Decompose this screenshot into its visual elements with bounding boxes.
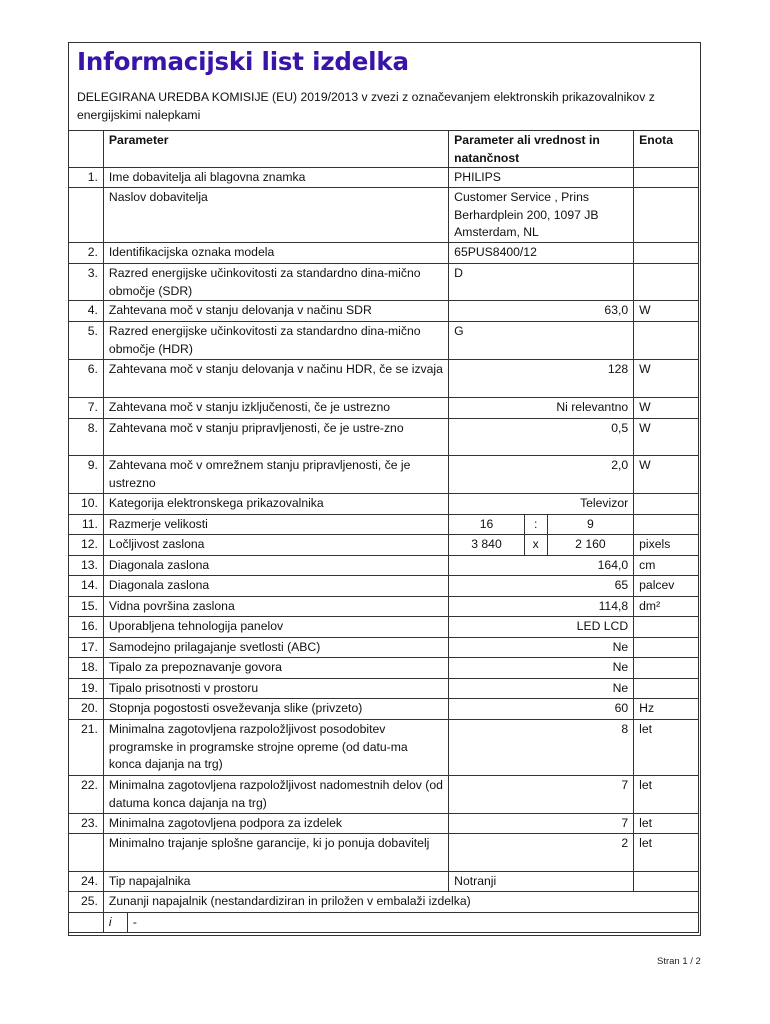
row-value: 63,0 xyxy=(449,301,634,322)
row-number: 15. xyxy=(69,597,104,617)
row-unit xyxy=(634,658,699,679)
table-row xyxy=(69,576,699,597)
row-unit: W xyxy=(634,419,699,456)
header-parameter: Parameter xyxy=(103,131,448,168)
row-unit: W xyxy=(634,360,699,398)
resolution-height: 2 160 xyxy=(547,535,634,556)
row-parameter: Tip napajalnika xyxy=(103,872,448,892)
row-parameter: Razred energijske učinkovitosti za standardno dina-mično območje (SDR) xyxy=(103,264,448,301)
table-row xyxy=(69,535,699,556)
table-row xyxy=(69,419,699,456)
row-parameter: Zahtevana moč v stanju delovanja v načinu SDR xyxy=(103,301,448,322)
row-value: 128 xyxy=(449,360,634,398)
table-row xyxy=(69,556,699,576)
table-row xyxy=(69,188,699,243)
row-number: 17. xyxy=(69,638,104,658)
row-unit xyxy=(634,322,699,360)
row-parameter: Naslov dobavitelja xyxy=(103,188,448,243)
table-row xyxy=(69,892,699,913)
table-row xyxy=(69,456,699,494)
table-row xyxy=(69,168,699,188)
row-parameter: Tipalo prisotnosti v prostoru xyxy=(103,679,448,699)
page-number: Stran 1 / 2 xyxy=(657,956,701,967)
table-row xyxy=(69,515,699,535)
parameter-table xyxy=(68,130,699,933)
row-number xyxy=(69,913,104,933)
row-parameter: Zahtevana moč v stanju izključenosti, če je ustrezno xyxy=(103,398,448,419)
row-parameter: Samodejno prilagajanje svetlosti (ABC) xyxy=(103,638,448,658)
row-unit xyxy=(634,679,699,699)
table-row xyxy=(69,597,699,617)
row-unit: W xyxy=(634,456,699,494)
row-unit: let xyxy=(634,776,699,814)
table-row xyxy=(69,699,699,720)
aspect-ratio-separator: : xyxy=(524,515,547,535)
table-row xyxy=(69,658,699,679)
table-row xyxy=(69,243,699,264)
row-parameter: Zunanji napajalnik (nestandardiziran in priložen v embalaži izdelka) xyxy=(103,892,698,913)
row-value: 114,8 xyxy=(449,597,634,617)
row-unit xyxy=(634,264,699,301)
table-row xyxy=(69,322,699,360)
row-parameter: Zahtevana moč v stanju pripravljenosti, če je ustre-zno xyxy=(103,419,448,456)
row-number: 5. xyxy=(69,322,104,360)
row-unit xyxy=(634,243,699,264)
row-parameter: Razred energijske učinkovitosti za standardno dina-mično območje (HDR) xyxy=(103,322,448,360)
row-unit: W xyxy=(634,398,699,419)
row-value: Ne xyxy=(449,679,634,699)
row-value: Notranji xyxy=(449,872,634,892)
row-value: PHILIPS xyxy=(449,168,634,188)
table-row xyxy=(69,301,699,322)
table-row xyxy=(69,360,699,398)
row-unit xyxy=(634,188,699,243)
row-value: 7 xyxy=(449,814,634,834)
row-value: 2 xyxy=(449,834,634,872)
header-number-cell xyxy=(69,131,104,168)
table-row xyxy=(69,834,699,872)
row-parameter: Ločljivost zaslona xyxy=(103,535,448,556)
row-value: 8 xyxy=(449,720,634,776)
row-value: Televizor xyxy=(449,494,634,515)
row-number: 25. xyxy=(69,892,104,913)
row-number: 1. xyxy=(69,168,104,188)
row-value: Ne xyxy=(449,658,634,679)
row-number: 18. xyxy=(69,658,104,679)
row-value: G xyxy=(449,322,634,360)
row-number: 12. xyxy=(69,535,104,556)
row-parameter: Stopnja pogostosti osveževanja slike (privzeto) xyxy=(103,699,448,720)
row-parameter: Diagonala zaslona xyxy=(103,576,448,597)
row-parameter: Zahtevana moč v stanju delovanja v načinu HDR, če se izvaja xyxy=(103,360,448,398)
row-unit: let xyxy=(634,814,699,834)
row-unit xyxy=(634,638,699,658)
row-parameter: Tipalo za prepoznavanje govora xyxy=(103,658,448,679)
row-value: 60 xyxy=(449,699,634,720)
row-parameter: Zahtevana moč v omrežnem stanju pripravljenosti, če je ustrezno xyxy=(103,456,448,494)
row-value: 164,0 xyxy=(449,556,634,576)
row-unit xyxy=(634,617,699,638)
row-number: 14. xyxy=(69,576,104,597)
table-header-row xyxy=(69,131,699,168)
table-row xyxy=(69,398,699,419)
row-parameter: Uporabljena tehnologija panelov xyxy=(103,617,448,638)
row-number: 19. xyxy=(69,679,104,699)
row-unit xyxy=(634,872,699,892)
row-unit xyxy=(634,515,699,535)
table-row xyxy=(69,776,699,814)
row-unit: pixels xyxy=(634,535,699,556)
row-unit: let xyxy=(634,720,699,776)
aspect-ratio-width: 16 xyxy=(449,515,525,535)
row-value: D xyxy=(449,264,634,301)
table-row xyxy=(69,638,699,658)
aspect-ratio-height: 9 xyxy=(547,515,634,535)
product-information-sheet xyxy=(68,42,701,936)
row-parameter: Minimalna zagotovljena podpora za izdelek xyxy=(103,814,448,834)
row-number: 10. xyxy=(69,494,104,515)
row-parameter: Kategorija elektronskega prikazovalnika xyxy=(103,494,448,515)
table-row xyxy=(69,617,699,638)
resolution-separator: x xyxy=(524,535,547,556)
row-value: 65 xyxy=(449,576,634,597)
row-unit xyxy=(634,168,699,188)
document-title: Informacijski list izdelka xyxy=(77,47,409,76)
row-unit: Hz xyxy=(634,699,699,720)
row-number xyxy=(69,188,104,243)
row-parameter: Minimalna zagotovljena razpoložljivost nadomestnih delov (od datuma konca dajanja na trg) xyxy=(103,776,448,814)
row-number xyxy=(69,834,104,872)
row-number: 24. xyxy=(69,872,104,892)
row-unit: cm xyxy=(634,556,699,576)
row-parameter: Ime dobavitelja ali blagovna znamka xyxy=(103,168,448,188)
row-number: 6. xyxy=(69,360,104,398)
row-unit xyxy=(634,494,699,515)
row-value: 2,0 xyxy=(449,456,634,494)
table-row xyxy=(69,814,699,834)
row-number: 3. xyxy=(69,264,104,301)
row-value: Ne xyxy=(449,638,634,658)
row-value: 0,5 xyxy=(449,419,634,456)
table-row xyxy=(69,913,699,933)
regulation-text: DELEGIRANA UREDBA KOMISIJE (EU) 2019/2013 v zvezi z označevanjem elektronskih prikazovalnikov z energijskimi nalepkami xyxy=(77,90,655,122)
row-parameter: Razmerje velikosti xyxy=(103,515,448,535)
row-number: 22. xyxy=(69,776,104,814)
row-number: 9. xyxy=(69,456,104,494)
header-unit: Enota xyxy=(634,131,699,168)
row-number: 4. xyxy=(69,301,104,322)
table-row xyxy=(69,720,699,776)
row-value: LED LCD xyxy=(449,617,634,638)
row-number: 21. xyxy=(69,720,104,776)
table-row xyxy=(69,679,699,699)
row-number: 20. xyxy=(69,699,104,720)
row-number: 16. xyxy=(69,617,104,638)
row-parameter: Minimalno trajanje splošne garancije, ki jo ponuja dobavitelj xyxy=(103,834,448,872)
resolution-width: 3 840 xyxy=(449,535,525,556)
row-value: Customer Service , Prins Berhardplein 200, 1097 JB Amsterdam, NL xyxy=(449,188,634,243)
row-parameter: Diagonala zaslona xyxy=(103,556,448,576)
row-unit: W xyxy=(634,301,699,322)
subrow-label: i xyxy=(103,913,127,933)
row-number: 2. xyxy=(69,243,104,264)
row-value: Ni relevantno xyxy=(449,398,634,419)
row-unit: let xyxy=(634,834,699,872)
row-parameter: Identifikacijska oznaka modela xyxy=(103,243,448,264)
row-number: 8. xyxy=(69,419,104,456)
row-number: 23. xyxy=(69,814,104,834)
row-number: 13. xyxy=(69,556,104,576)
row-number: 11. xyxy=(69,515,104,535)
subrow-value: - xyxy=(127,913,698,933)
row-unit: dm² xyxy=(634,597,699,617)
table-row xyxy=(69,494,699,515)
table-row xyxy=(69,872,699,892)
row-value: 7 xyxy=(449,776,634,814)
row-value: 65PUS8400/12 xyxy=(449,243,634,264)
table-row xyxy=(69,264,699,301)
row-parameter: Vidna površina zaslona xyxy=(103,597,448,617)
row-parameter: Minimalna zagotovljena razpoložljivost posodobitev programske in programske strojne opreme (od datu-ma konca dajanja na trg) xyxy=(103,720,448,776)
row-number: 7. xyxy=(69,398,104,419)
header-value: Parameter ali vrednost in natančnost xyxy=(449,131,634,168)
row-unit: palcev xyxy=(634,576,699,597)
